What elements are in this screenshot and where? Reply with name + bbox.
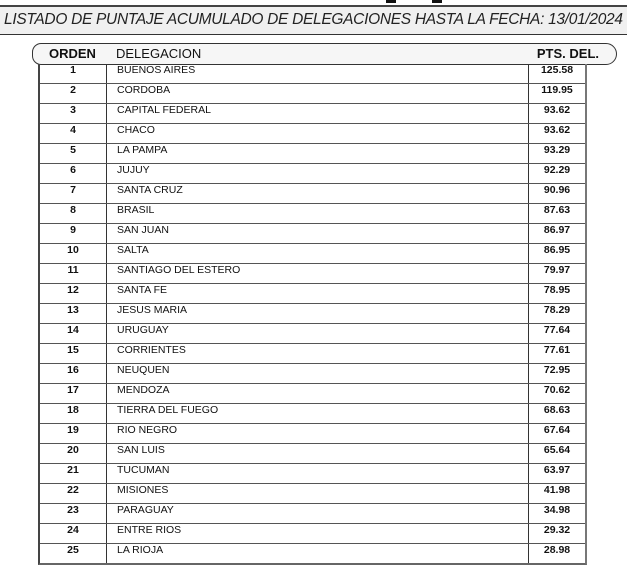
points-cell: 34.98: [543, 504, 571, 516]
rank-cell: 25: [40, 544, 107, 563]
table-row: [40, 423, 585, 443]
delegation-cell: SANTA FE: [107, 284, 529, 303]
header-delegacion: DELEGACION: [116, 46, 202, 61]
points-cell: 78.29: [543, 304, 571, 316]
rank-cell: 9: [40, 224, 107, 243]
page-title: LISTADO DE PUNTAJE ACUMULADO DE DELEGACIONES HASTA LA FECHA: 13/01/2024: [4, 11, 623, 28]
points-cell: 125.58: [540, 64, 574, 76]
delegation-cell: SALTA: [107, 244, 529, 263]
table-row: [40, 223, 585, 243]
table-row: [40, 503, 585, 523]
table-row: [40, 64, 585, 83]
delegation-cell: SAN JUAN: [107, 224, 529, 243]
rank-cell: 7: [40, 184, 107, 203]
points-cell: 63.97: [543, 464, 571, 476]
points-cell: 77.61: [543, 344, 571, 356]
points-cell: 65.64: [543, 444, 571, 456]
table-row: [40, 363, 585, 383]
delegation-cell: NEUQUEN: [107, 364, 529, 383]
points-cell: 72.95: [543, 364, 571, 376]
rank-cell: 16: [40, 364, 107, 383]
table-row: [40, 323, 585, 343]
delegation-cell: BUENOS AIRES: [107, 64, 529, 83]
table-row: [40, 483, 585, 503]
header-orden: ORDEN: [49, 46, 96, 61]
points-cell: 29.32: [543, 524, 571, 536]
rank-cell: 18: [40, 404, 107, 423]
points-cell: 93.29: [543, 144, 571, 156]
rank-cell: 21: [40, 464, 107, 483]
table-row: [40, 243, 585, 263]
points-cell: 68.63: [543, 404, 571, 416]
rank-cell: 17: [40, 384, 107, 403]
rank-cell: 20: [40, 444, 107, 463]
table-row: [40, 443, 585, 463]
header-pts: PTS. DEL.: [536, 46, 599, 61]
rank-cell: 4: [40, 124, 107, 143]
table-row: [40, 543, 585, 563]
table-row: [40, 83, 585, 103]
points-cell: 90.96: [543, 184, 571, 196]
scores-table: [38, 64, 587, 565]
table-row: [40, 183, 585, 203]
delegation-cell: CORRIENTES: [107, 344, 529, 363]
table-row: [40, 123, 585, 143]
delegation-cell: SANTIAGO DEL ESTERO: [107, 264, 529, 283]
delegation-cell: LA PAMPA: [107, 144, 529, 163]
points-cell: 119.95: [541, 84, 573, 96]
points-cell: 79.97: [543, 264, 571, 276]
delegation-cell: JUJUY: [107, 164, 529, 183]
delegation-cell: CHACO: [107, 124, 529, 143]
table-row: [40, 263, 585, 283]
points-cell: 93.62: [543, 124, 571, 136]
rank-cell: 12: [40, 284, 107, 303]
delegation-cell: BRASIL: [107, 204, 529, 223]
points-cell: 87.63: [543, 204, 571, 216]
table-row: [40, 343, 585, 363]
delegation-cell: CAPITAL FEDERAL: [107, 104, 529, 123]
table-header: [32, 43, 617, 65]
table-row: [40, 143, 585, 163]
table-row: [40, 523, 585, 543]
rank-cell: 5: [40, 144, 107, 163]
points-cell: 78.95: [543, 284, 571, 296]
rank-cell: 1: [40, 64, 107, 83]
rank-cell: 19: [40, 424, 107, 443]
table-row: [40, 163, 585, 183]
delegation-cell: PARAGUAY: [107, 504, 529, 523]
table-row: [40, 203, 585, 223]
table-row: [40, 383, 585, 403]
rank-cell: 6: [40, 164, 107, 183]
delegation-cell: CORDOBA: [107, 84, 529, 103]
delegation-cell: SAN LUIS: [107, 444, 529, 463]
delegation-cell: TIERRA DEL FUEGO: [107, 404, 529, 423]
rank-cell: 8: [40, 204, 107, 223]
points-cell: 86.97: [543, 224, 571, 236]
delegation-cell: URUGUAY: [107, 324, 529, 343]
points-cell: 86.95: [543, 244, 571, 256]
title-band: [0, 7, 627, 35]
delegation-cell: TUCUMAN: [107, 464, 529, 483]
delegation-cell: MISIONES: [107, 484, 529, 503]
rank-cell: 24: [40, 524, 107, 543]
table-row: [40, 403, 585, 423]
delegation-cell: JESUS MARIA: [107, 304, 529, 323]
rank-cell: 2: [40, 84, 107, 103]
rank-cell: 22: [40, 484, 107, 503]
table-row: [40, 303, 585, 323]
points-cell: 70.62: [543, 384, 571, 396]
cropped-glyph: [386, 0, 396, 3]
points-cell: 93.62: [543, 104, 571, 116]
table-row: [40, 463, 585, 483]
delegation-cell: MENDOZA: [107, 384, 529, 403]
delegation-cell: ENTRE RIOS: [107, 524, 529, 543]
rank-cell: 14: [40, 324, 107, 343]
rank-cell: 13: [40, 304, 107, 323]
delegation-cell: SANTA CRUZ: [107, 184, 529, 203]
delegation-cell: RIO NEGRO: [107, 424, 529, 443]
points-cell: 41.98: [543, 484, 571, 496]
points-cell: 77.64: [543, 324, 571, 336]
points-cell: 92.29: [543, 164, 571, 176]
cropped-glyph: [432, 0, 442, 3]
rank-cell: 11: [40, 264, 107, 283]
delegation-cell: LA RIOJA: [107, 544, 529, 563]
rank-cell: 15: [40, 344, 107, 363]
table-row: [40, 283, 585, 303]
rank-cell: 3: [40, 104, 107, 123]
rank-cell: 10: [40, 244, 107, 263]
rank-cell: 23: [40, 504, 107, 523]
points-cell: 67.64: [543, 424, 571, 436]
points-cell: 28.98: [543, 544, 571, 556]
table-row: [40, 103, 585, 123]
